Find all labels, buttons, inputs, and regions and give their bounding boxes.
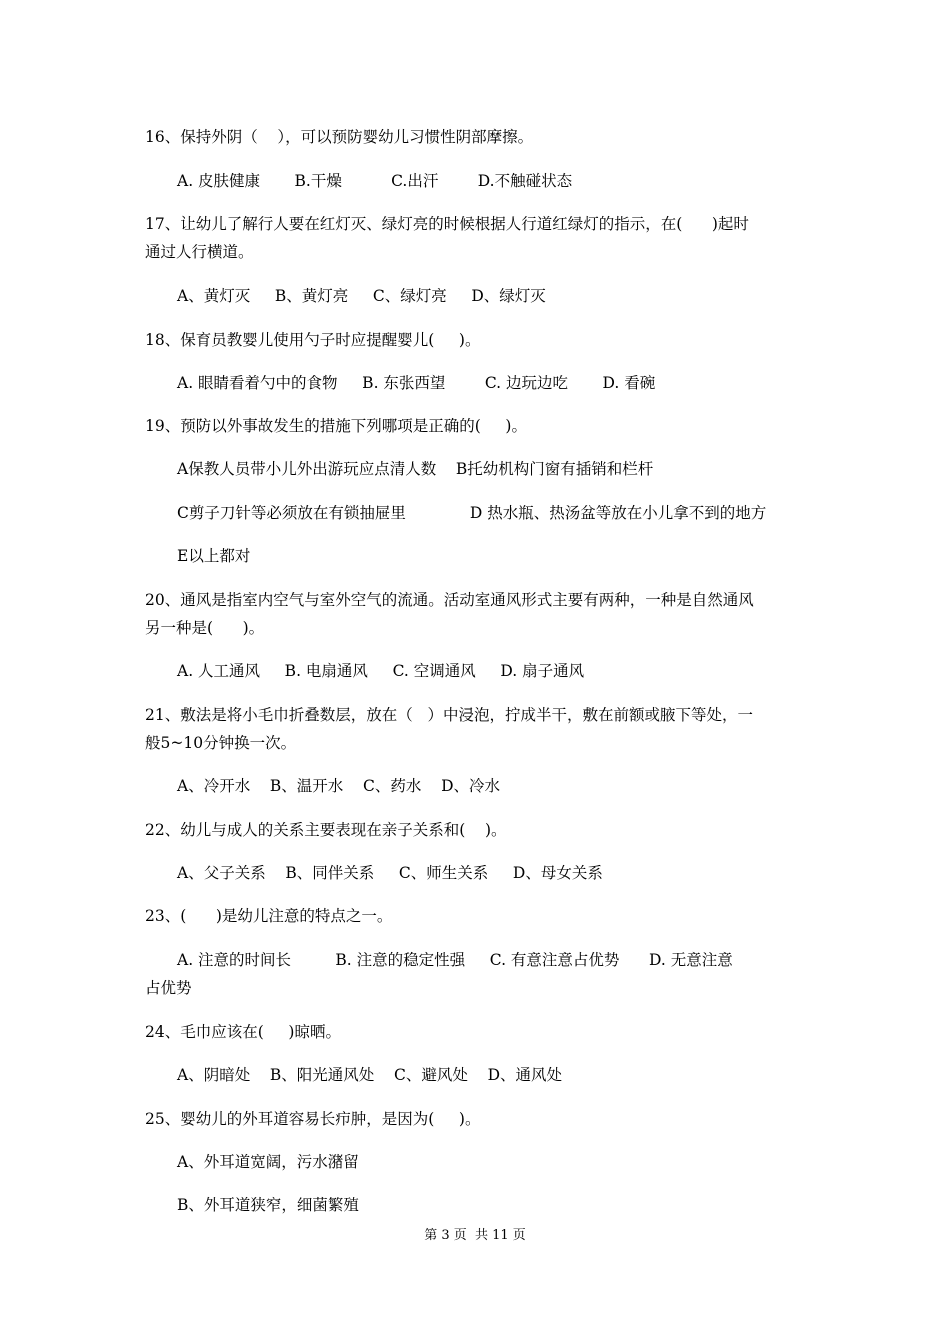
- question-21-continuation: 般5~10分钟换一次。: [145, 734, 297, 752]
- question-22-options: A、父子关系 B、同伴关系 C、师生关系 D、母女关系: [177, 864, 603, 882]
- question-16-options: A. 皮肤健康 B.干燥 C.出汗 D.不触碰状态: [177, 172, 573, 190]
- question-20-options: A. 人工通风 B. 电扇通风 C. 空调通风 D. 扇子通风: [177, 662, 585, 680]
- question-23-options: A. 注意的时间长 B. 注意的稳定性强 C. 有意注意占优势 D. 无意注意: [177, 951, 733, 969]
- question-16: 16、保持外阴（ ），可以预防婴幼儿习惯性阴部摩擦。: [145, 128, 534, 146]
- question-25-option-b: B、外耳道狭窄，细菌繁殖: [177, 1196, 359, 1214]
- question-17-options: A、黄灯灭 B、黄灯亮 C、绿灯亮 D、绿灯灭: [177, 287, 546, 305]
- question-22: 22、幼儿与成人的关系主要表现在亲子关系和( )。: [145, 821, 507, 839]
- question-18-options: A. 眼睛看着勺中的食物 B. 东张西望 C. 边玩边吃 D. 看碗: [177, 374, 656, 392]
- question-20-continuation: 另一种是( )。: [145, 619, 265, 637]
- question-24-options: A、阴暗处 B、阳光通风处 C、避风处 D、通风处: [177, 1066, 562, 1084]
- question-25: 25、婴幼儿的外耳道容易长疖肿，是因为( )。: [145, 1110, 481, 1128]
- question-17: 17、让幼儿了解行人要在红灯灭、绿灯亮的时候根据人行道红绿灯的指示，在( )起时: [145, 215, 749, 233]
- question-24: 24、毛巾应该在( )晾晒。: [145, 1023, 341, 1041]
- question-18: 18、保育员教婴儿使用勺子时应提醒婴儿( )。: [145, 331, 481, 349]
- question-23-continuation: 占优势: [145, 979, 192, 997]
- question-20: 20、通风是指室内空气与室外空气的流通。活动室通风形式主要有两种，一种是自然通风: [145, 591, 754, 609]
- question-17-continuation: 通过人行横道。: [145, 243, 254, 261]
- question-19-option-ab: A保教人员带小儿外出游玩应点清人数 B托幼机构门窗有插销和栏杆: [177, 460, 654, 478]
- question-25-option-a: A、外耳道宽阔，污水潴留: [177, 1153, 359, 1171]
- question-19-option-e: E以上都对: [177, 547, 251, 565]
- question-21-options: A、冷开水 B、温开水 C、药水 D、冷水: [177, 777, 500, 795]
- page-footer: 第 3 页 共 11 页: [424, 1228, 526, 1243]
- question-19-option-cd: C剪子刀针等必须放在有锁抽屉里 D 热水瓶、热汤盆等放在小儿拿不到的地方: [177, 504, 767, 522]
- question-19: 19、预防以外事故发生的措施下列哪项是正确的( )。: [145, 417, 527, 435]
- question-21: 21、敷法是将小毛巾折叠数层，放在（ ）中浸泡，拧成半干，敷在前额或腋下等处，一: [145, 706, 754, 724]
- question-23: 23、( )是幼儿注意的特点之一。: [145, 907, 393, 925]
